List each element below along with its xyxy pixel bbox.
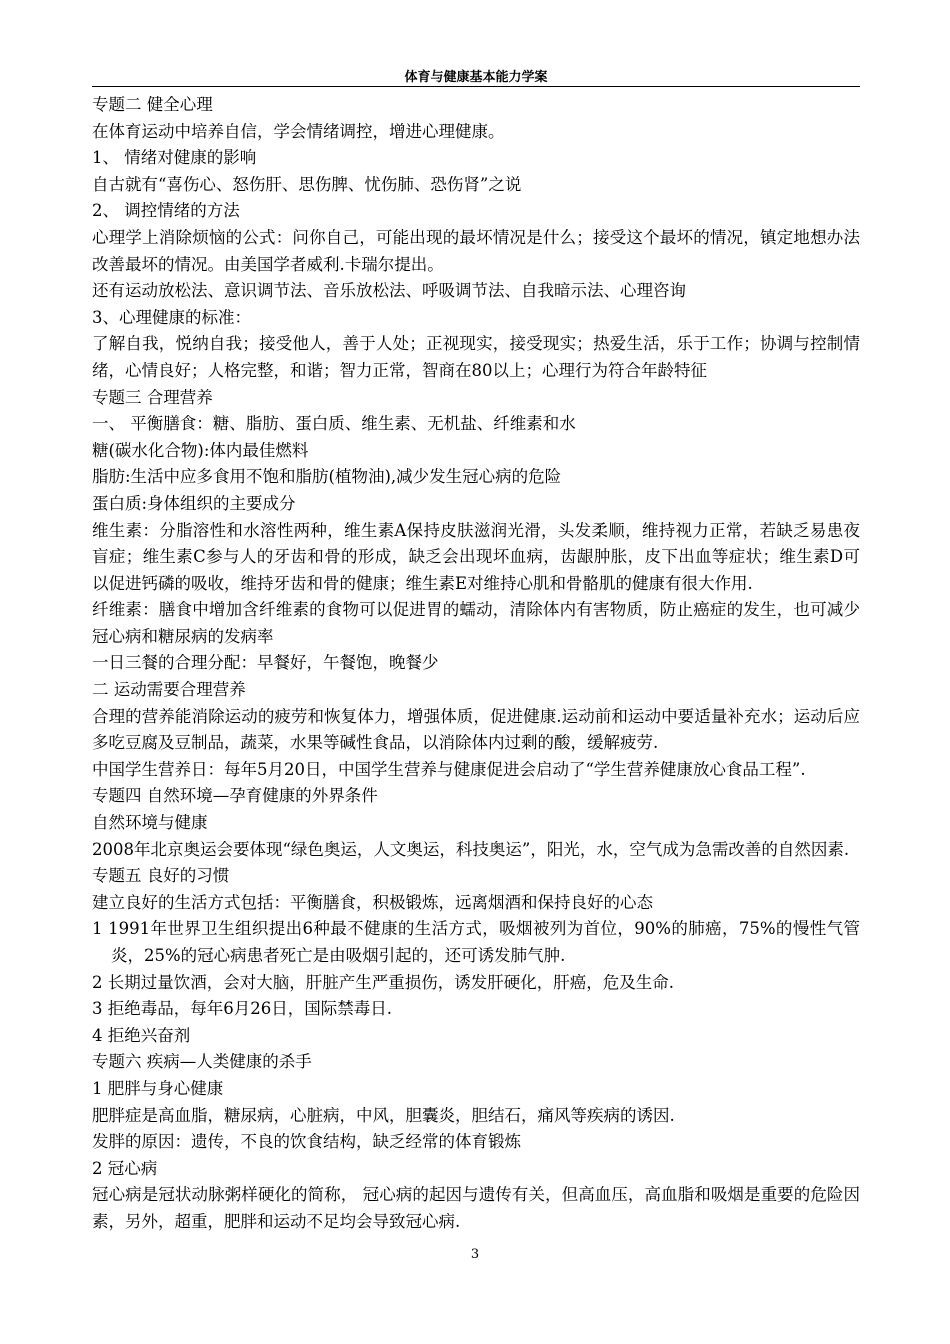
paragraph: 2008年北京奥运会要体现“绿色奥运，人文奥运，科技奥运”，阳光，水，空气成为急需改善的自然因素. bbox=[92, 839, 850, 859]
paragraph: 自古就有“喜伤心、怒伤肝、思伤脾、忧伤肺、恐伤肾”之说 bbox=[92, 174, 522, 194]
header-divider bbox=[92, 86, 860, 87]
paragraph: 糖(碳水化合物):体内最佳燃料 bbox=[92, 440, 309, 460]
paragraph: 蛋白质:身体组织的主要成分 bbox=[92, 493, 296, 513]
paragraph: 一日三餐的合理分配：早餐好，午餐饱，晚餐少 bbox=[92, 653, 439, 673]
paragraph: 还有运动放松法、意识调节法、音乐放松法、呼吸调节法、自我暗示法、心理咨询 bbox=[92, 281, 686, 301]
page-number: 3 bbox=[470, 1247, 480, 1262]
page-header-title: 体育与健康基本能力学案 bbox=[404, 70, 548, 85]
paragraph: 建立良好的生活方式包括：平衡膳食，积极锻炼，远离烟酒和保持良好的心态 bbox=[92, 892, 653, 912]
paragraph: 纤维素：膳食中增加含纤维素的食物可以促进胃的蠕动，清除体内有害物质，防止癌症的发生，也可减少冠心病和糖尿病的发病率 bbox=[92, 600, 860, 646]
list-item: 2 长期过量饮酒，会对大脑，肝脏产生严重损伤，诱发肝硬化，肝癌，危及生命. bbox=[92, 972, 674, 992]
subheading: 二 运动需要合理营养 bbox=[92, 680, 246, 700]
section-heading: 专题四 自然环境—孕育健康的外界条件 bbox=[92, 786, 378, 806]
subheading: 1 肥胖与身心健康 bbox=[92, 1078, 224, 1098]
subheading: 2 冠心病 bbox=[92, 1158, 158, 1178]
section-heading: 专题五 良好的习惯 bbox=[92, 866, 230, 886]
paragraph: 合理的营养能消除运动的疲劳和恢复体力，增强体质，促进健康.运动前和运动中要适量补充水；运动后应多吃豆腐及豆制品，蔬菜，水果等碱性食品，以消除体内过剩的酸，缓解疲劳. bbox=[92, 706, 860, 753]
section-heading: 专题二 健全心理 bbox=[92, 95, 213, 114]
subheading: 2、 调控情绪的方法 bbox=[92, 201, 240, 221]
subheading: 自然环境与健康 bbox=[92, 813, 208, 833]
paragraph: 了解自我，悦纳自我；接受他人，善于人处；正视现实，接受现实；热爱生活，乐于工作；协调与控制情绪，心情良好；人格完整，和谐；智力正常，智商在80以上；心理行为符合年龄特征 bbox=[92, 334, 860, 380]
paragraph: 在体育运动中培养自信，学会情绪调控，增进心理健康。 bbox=[92, 121, 505, 141]
list-item: 3 拒绝毒品，每年6月26日，国际禁毒日. bbox=[92, 999, 392, 1019]
subheading: 3、心理健康的标准： bbox=[92, 307, 251, 327]
paragraph: 冠心病是冠状动脉粥样硬化的简称， 冠心病的起因与遗传有关，但高血压，高血脂和吸烟是重要的危险因素，另外，超重，肥胖和运动不足均会导致冠心病. bbox=[92, 1185, 860, 1231]
paragraph: 维生素：分脂溶性和水溶性两种，维生素A保持皮肤滋润光滑，头发柔顺，维持视力正常，若缺乏易患夜盲症；维生素C参与人的牙齿和骨的形成，缺乏会出现坏血病，齿龈肿胀，皮下出血等症状；维生素D可以促进钙磷的吸收，维持牙齿和骨的健康；维生素E对维持心肌和骨骼肌的健康有很大作用. bbox=[92, 520, 860, 593]
list-item: 1 1991年世界卫生组织提出6种最不健康的生活方式，吸烟被列为首位，90%的肺癌，75%的慢性气管炎，25%的冠心病患者死亡是由吸烟引起的，还可诱发肺气肿. bbox=[92, 919, 860, 965]
paragraph: 发胖的原因：遗传，不良的饮食结构，缺乏经常的体育锻炼 bbox=[92, 1132, 521, 1152]
list-item: 4 拒绝兴奋剂 bbox=[92, 1025, 191, 1045]
subheading: 1、 情绪对健康的影响 bbox=[92, 148, 257, 168]
document-body bbox=[92, 92, 860, 1236]
subheading: 一、 平衡膳食：糖、脂肪、蛋白质、维生素、无机盐、纤维素和水 bbox=[92, 414, 576, 434]
paragraph: 心理学上消除烦恼的公式：问你自己，可能出现的最坏情况是什么；接受这个最坏的情况，镇定地想办法改善最坏的情况。由美国学者威利.卡瑞尔提出。 bbox=[92, 227, 860, 274]
paragraph: 脂肪:生活中应多食用不饱和脂肪(植物油),减少发生冠心病的危险 bbox=[92, 467, 562, 487]
section-heading: 专题六 疾病—人类健康的杀手 bbox=[92, 1052, 312, 1072]
section-heading: 专题三 合理营养 bbox=[92, 387, 213, 407]
paragraph: 中国学生营养日：每年5月20日，中国学生营养与健康促进会启动了“学生营养健康放心食品工程”. bbox=[92, 759, 806, 779]
paragraph: 肥胖症是高血脂，糖尿病，心脏病，中风，胆囊炎，胆结石，痛风等疾病的诱因. bbox=[92, 1105, 675, 1125]
